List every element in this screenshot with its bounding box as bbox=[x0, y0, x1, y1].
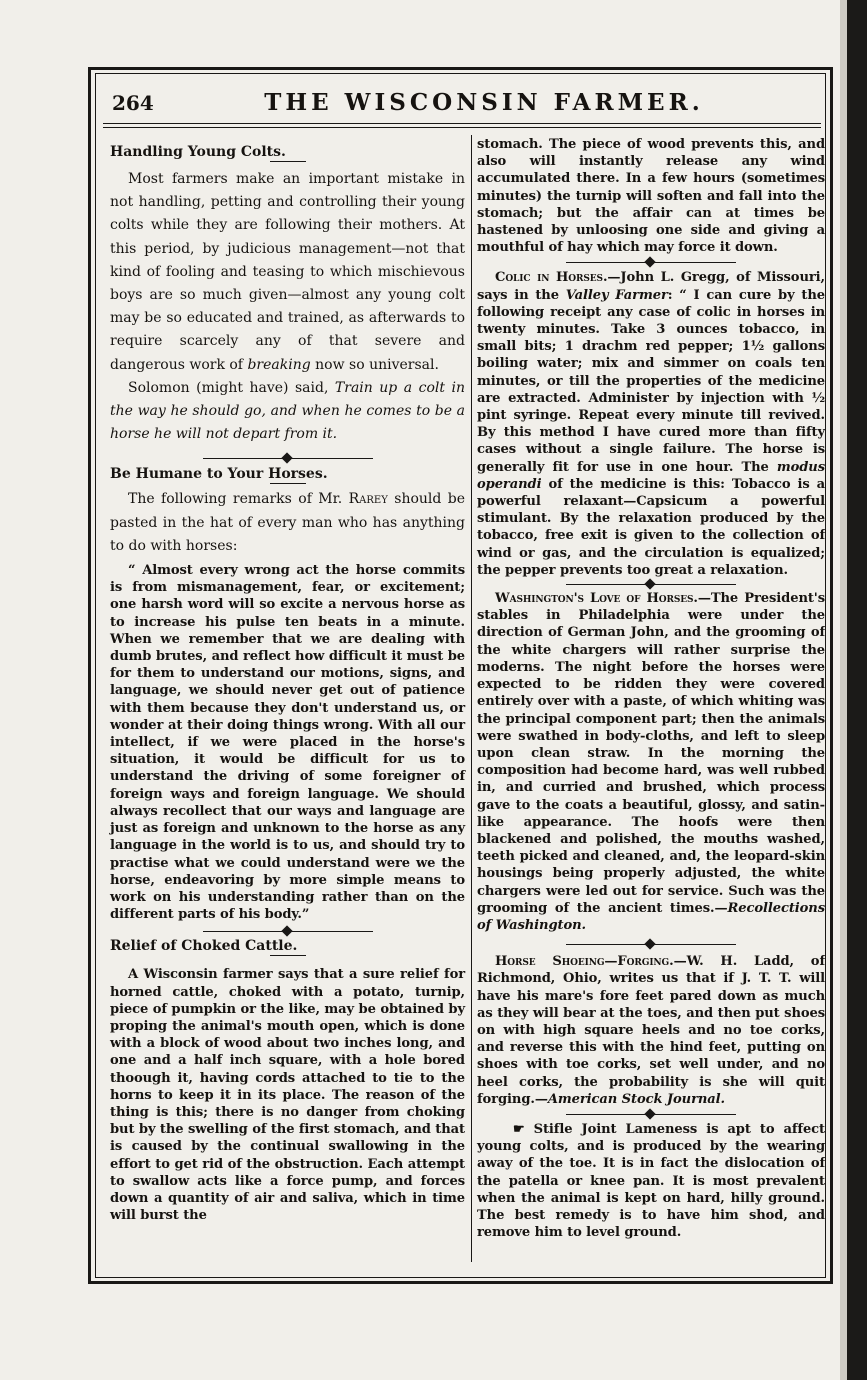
article-title-colts: Handling Young Colts. bbox=[110, 144, 286, 160]
section-separator bbox=[203, 931, 373, 932]
article-intro-humane: The following remarks of Mr. Rarey should be pasted in the hat of every man who has anything to do with horses: bbox=[110, 491, 465, 554]
journal-title: THE WISCONSIN FARMER. bbox=[264, 89, 704, 116]
article-title-humane: Be Humane to Your Horses. bbox=[110, 466, 328, 483]
article-quote-rarey: “ Almost every wrong act the horse commits is from mismanagement, fear, or excitement; one harsh word will so excite a nervous horse as to increase his pulse ten beats in a minute. When we remember that we are dealing with dumb brutes, and reflect how difficult it must be for them to understand our motions, signs, and language, we should never get out of patience with them because they don't understand us, or wonder at their doing things wrong. With all our intellect, if we were placed in the horse's situation, it would be difficult for us to understand the driving of some foreigner of foreign ways and foreign language. We should always recollect that our ways and language are just as foreign and unknown to the horse as any language in the world is to us, and should try to practise what we could understand were we the horse, endeavoring by more simple means to work on his understanding rather than on the different parts of his body.” bbox=[110, 563, 465, 923]
article-body-cattle: A Wisconsin farmer says that a sure relief for horned cattle, choked with a potato, turnip, piece of pumpkin or the like, may be obtained by proping the animal's mouth open, which is done with a block of wood about two inches long, and one and a half inch square, with a hole bored thoough it, having cords attached to tie to the horns to keep it in its place. The reason of the thing is this; there is no danger from choking but by the swelling of the first stomach, and that is caused by the continual swallowing in the effort to get rid of the obstruction. Each attempt to swallow acts like a force pump, and forces down a quantity of air and saliva, which in time will burst the bbox=[110, 967, 465, 1224]
pointing-hand-icon: ☛ bbox=[513, 1121, 525, 1137]
section-separator bbox=[566, 944, 736, 945]
running-header bbox=[108, 89, 820, 119]
section-separator bbox=[203, 458, 373, 459]
column-divider bbox=[471, 135, 472, 1262]
header-rule-thin bbox=[103, 127, 821, 128]
article-colic: Colic in Horses.—John L. Gregg, of Missouri, says in the Valley Farmer: “ I can cure by the following receipt any case of colic in horses in twenty minutes. Take 3 ounces tobacco, in small bits; 1 drachm red pepper; 1½ gallons boiling water; mix and simmer on coals ten minutes, or till the properties of the medicine are extracted. Administer by injection with ½ pint syringe. Repeat every minute till revived. By this method I have cured more than fifty cases without a single failure. The horse is generally fit for use in one hour. The modus operandi of the medicine is this: Tobacco is a powerful relaxant—Capsicum a powerful stimulant. By the relaxation produced by the tobacco, free exit is given to the collection of wind or gas, and the circulation is equalized; the pepper prevents too great a relaxation. bbox=[477, 270, 825, 578]
article-title-cattle: Relief of Choked Cattle. bbox=[110, 938, 298, 955]
article-body-cattle-continued: stomach. The piece of wood prevents this, and also will instantly release any wind accumulated there. In a few hours (sometimes minutes) the turnip will soften and fall into the stomach; but the affair can at times be hastened by unloosing one side and giving a mouthful of hay which may force it down. bbox=[477, 137, 825, 256]
article-body-colts: Most farmers make an important mistake in not handling, petting and controlling their young colts while they are following their mothers. At this period, by judicious management—not that kind of fooling and teasing to which mischievous boys are so much given—almost any young colt may be so educated and trained, as afterwards to require scarcely any of that severe and dangerous work of breaking now so universal. bbox=[110, 171, 465, 373]
section-separator bbox=[566, 1114, 736, 1115]
article-washington: Washington's Love of Horses.—The President's stables in Philadelphia were under the direction of German John, and the grooming of the white chargers will rather surprise the moderns. The night before the horses were expected to be ridden they were covered entirely over with a paste, of which whiting was the principal component part; then the animals were swathed in body-cloths, and left to sleep upon clean straw. In the morning the composition had become hard, was well rubbed in, and curried and brushed, which process gave to the coats a beautiful, glossy, and satin-like appearance. The hoofs were then blackened and polished, the mouths washed, teeth picked and cleaned, and, the leopard-skin housings being properly adjusted, the white chargers were led out for service. Such was the grooming of the ancient times.—Recollections of Washington. bbox=[477, 591, 825, 933]
left-column bbox=[110, 136, 465, 1224]
article-horse-shoeing: Horse Shoeing—Forging.—W. H. Ladd, of Richmond, Ohio, writes us that if J. T. T. will have his mare's fore feet pared down as much as they will bear at the toes, and then put shoes on with high square heels and no toe corks, and reverse this with the hind feet, putting on shoes with toe corks, set well under, and no heel corks, the probability is she will quit forging.—American Stock Journal. bbox=[477, 954, 825, 1107]
right-column bbox=[477, 136, 825, 1241]
article-stifle-joint: ☛ Stifle Joint Lameness is apt to affect young colts, and is produced by the wearing away of the toe. It is in fact the dislocation of the patella or knee pan. It is most prevalent when the animal is kept on hard, hilly ground. The best remedy is to have him shod, and remove him to level ground. bbox=[477, 1121, 825, 1241]
page-edge-shadow bbox=[840, 0, 847, 1380]
article-body-solomon: Solomon (might have) said, Train up a colt in the way he should go, and when he comes to be a horse he will not depart from it. bbox=[110, 379, 465, 443]
book-spine-edge bbox=[847, 0, 867, 1380]
section-separator bbox=[566, 584, 736, 585]
section-separator bbox=[566, 262, 736, 263]
header-rule bbox=[103, 123, 821, 124]
page-number: 264 bbox=[112, 91, 154, 115]
